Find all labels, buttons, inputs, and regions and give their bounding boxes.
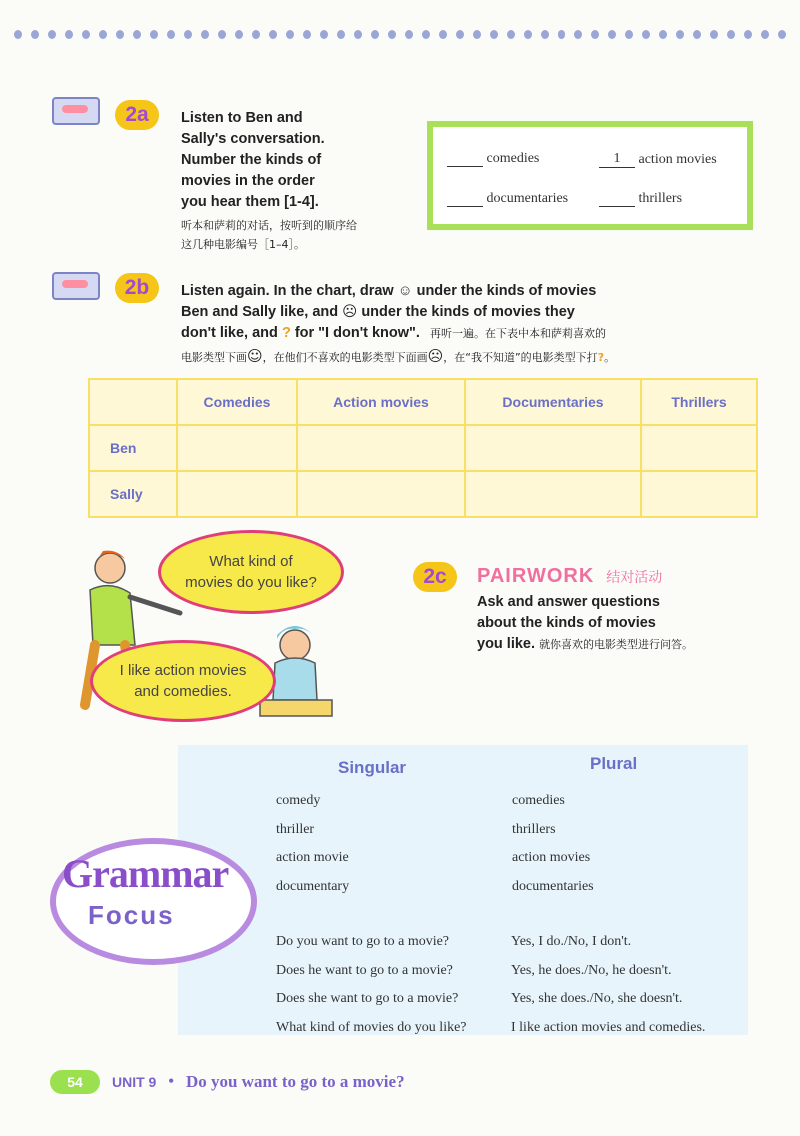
decorative-dot — [99, 30, 107, 39]
decorative-dot — [524, 30, 532, 39]
top-dot-border — [14, 30, 786, 44]
singular-header: Singular — [338, 758, 407, 777]
instruction-2c: Ask and answer questions about the kinds of movies you like. 就你喜欢的电影类型进行问答。 — [477, 594, 694, 652]
decorative-dot — [693, 30, 701, 39]
decorative-dot — [744, 30, 752, 39]
decorative-dot — [456, 30, 464, 39]
answer-blank[interactable] — [447, 166, 483, 167]
decorative-dot — [574, 30, 582, 39]
answer-blank[interactable]: 1 — [599, 151, 635, 168]
chart-header-thrillers: Thrillers — [641, 379, 757, 425]
decorative-dot — [252, 30, 260, 39]
section-badge-2c: 2c — [413, 562, 457, 592]
chart-cell[interactable] — [465, 471, 641, 517]
chart-cell[interactable] — [297, 425, 465, 471]
decorative-dot — [490, 30, 498, 39]
question-mark-icon: ? — [281, 325, 291, 341]
decorative-dot — [727, 30, 735, 39]
singular-word: thriller — [276, 821, 315, 837]
plural-word: comedies — [512, 793, 565, 808]
page-footer — [50, 1070, 405, 1094]
plural-list — [512, 787, 594, 901]
decorative-dot — [591, 30, 599, 39]
grammar-question: What kind of movies do you like? — [276, 1019, 467, 1035]
decorative-dot — [31, 30, 39, 39]
singular-list — [276, 787, 349, 901]
decorative-dot — [354, 30, 362, 39]
decorative-dot — [235, 30, 243, 39]
item-thrillers: thrillers — [599, 191, 682, 207]
unit-title: Do you want to go to a movie? — [185, 1072, 405, 1091]
smiley-icon: ☺ — [397, 283, 413, 299]
decorative-dot — [286, 30, 294, 39]
speech-bubble-answer: I like action movies and comedies. — [90, 640, 276, 722]
chart-cell[interactable] — [177, 425, 297, 471]
answer-blank[interactable] — [447, 206, 483, 207]
instruction-2b: Listen again. In the chart, draw ☺ under the kinds of movies Ben and Sally like, and ☹ under the kinds of movies they don't like, and ? for "I don't know". 再听一遍。在下表中本和萨莉喜欢的 — [181, 283, 606, 341]
decorative-dot — [201, 30, 209, 39]
plural-header: Plural — [590, 754, 638, 773]
decorative-dot — [405, 30, 413, 39]
movie-preference-chart — [88, 378, 758, 518]
grammar-subtitle: Focus — [88, 900, 175, 930]
chart-corner-cell — [89, 379, 177, 425]
answer-list — [511, 928, 705, 1042]
grammar-title: Grammar — [62, 851, 229, 896]
decorative-dot — [167, 30, 175, 39]
instruction-2b-cn: 电影类型下画☺，在他们不喜欢的电影类型下面画☹，在“我不知道”的电影类型下打?。 — [181, 347, 616, 365]
instruction-2a-cn: 听本和萨莉的对话，按听到的顺序给 这几种电影编号［1–4］。 — [181, 219, 357, 251]
chart-cell[interactable] — [641, 425, 757, 471]
decorative-dot — [48, 30, 56, 39]
chart-header-comedies: Comedies — [177, 379, 297, 425]
chart-cell[interactable] — [465, 425, 641, 471]
chart-cell[interactable] — [641, 471, 757, 517]
answer-blank[interactable] — [599, 206, 635, 207]
chart-header-action-movies: Action movies — [297, 379, 465, 425]
decorative-dot — [337, 30, 345, 39]
decorative-dot — [150, 30, 158, 39]
plural-word: action movies — [512, 850, 591, 865]
frowny-icon: ☹ — [427, 347, 444, 365]
decorative-dot — [761, 30, 769, 39]
grammar-answer: Yes, I do./No, I don't. — [511, 934, 632, 949]
grammar-answer: Yes, he does./No, he doesn't. — [511, 962, 672, 978]
unit-label: UNIT 9 — [112, 1074, 157, 1090]
plural-word: documentaries — [512, 878, 594, 894]
decorative-dot — [303, 30, 311, 39]
decorative-dot — [371, 30, 379, 39]
decorative-dot — [82, 30, 90, 39]
chart-header-documentaries: Documentaries — [465, 379, 641, 425]
grammar-question: Does he want to go to a movie? — [276, 962, 453, 978]
decorative-dot — [608, 30, 616, 39]
decorative-dot — [133, 30, 141, 39]
decorative-dot — [422, 30, 430, 39]
decorative-dot — [642, 30, 650, 39]
page-number: 54 — [50, 1070, 100, 1094]
item-documentaries: documentaries — [447, 191, 568, 207]
speech-bubble-question: What kind of movies do you like? — [158, 530, 344, 614]
decorative-dot — [218, 30, 226, 39]
chart-row-sally: Sally — [89, 471, 177, 517]
question-list — [276, 928, 467, 1042]
section-badge-2a: 2a — [115, 100, 159, 130]
ordering-box — [427, 121, 753, 230]
decorative-dot — [439, 30, 447, 39]
grammar-answer: Yes, she does./No, she doesn't. — [511, 991, 683, 1006]
frowny-icon: ☹ — [342, 304, 358, 320]
item-action-movies: 1 action movies — [599, 151, 717, 168]
section-badge-2b: 2b — [115, 273, 159, 303]
singular-word: action movie — [276, 850, 349, 865]
plural-word: thrillers — [512, 821, 556, 837]
grammar-question: Do you want to go to a movie? — [276, 934, 450, 949]
decorative-dot — [541, 30, 549, 39]
decorative-dot — [659, 30, 667, 39]
pairwork-heading: PAIRWORK 结对活动 — [477, 565, 663, 587]
grammar-question: Does she want to go to a movie? — [276, 991, 459, 1006]
question-mark-icon: ? — [597, 351, 605, 364]
singular-word: documentary — [276, 878, 350, 894]
chart-cell[interactable] — [177, 471, 297, 517]
grammar-answer: I like action movies and comedies. — [511, 1019, 706, 1035]
decorative-dot — [558, 30, 566, 39]
decorative-dot — [14, 30, 22, 39]
decorative-dot — [507, 30, 515, 39]
decorative-dot — [388, 30, 396, 39]
decorative-dot — [710, 30, 718, 39]
cassette-tape-icon — [52, 97, 100, 125]
decorative-dot — [320, 30, 328, 39]
decorative-dot — [116, 30, 124, 39]
decorative-dot — [625, 30, 633, 39]
chart-cell[interactable] — [297, 471, 465, 517]
decorative-dot — [676, 30, 684, 39]
decorative-dot — [778, 30, 786, 39]
decorative-dot — [269, 30, 277, 39]
decorative-dot — [65, 30, 73, 39]
singular-word: comedy — [276, 793, 321, 808]
smiley-icon: ☺ — [247, 347, 263, 365]
cassette-tape-icon — [52, 272, 100, 300]
decorative-dot — [184, 30, 192, 39]
chart-row-ben: Ben — [89, 425, 177, 471]
item-comedies: comedies — [447, 151, 539, 167]
footer-separator: • — [168, 1073, 174, 1090]
instruction-2a: Listen to Ben and Sally's conversation. Number the kinds of movies in the order you hear them [1-4]. — [181, 110, 325, 210]
decorative-dot — [473, 30, 481, 39]
